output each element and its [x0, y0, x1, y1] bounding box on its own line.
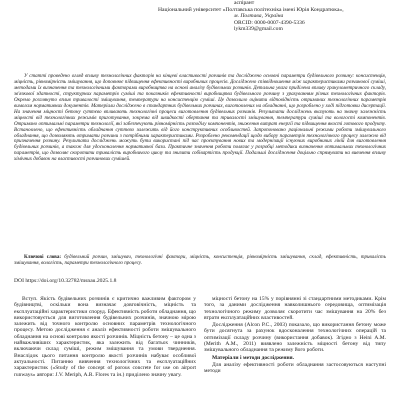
author-affiliation: Національний університет «Полтавська політехніка імені Юрія Кондратюка»,	[158, 6, 344, 13]
author-block	[158, 0, 384, 33]
body-paragraph: Для аналізу ефективності роботи обладнання застосовуються наступні методи	[204, 361, 386, 375]
author-role: аспірант	[234, 0, 255, 6]
author-email[interactable]: lykm339@gmail.com	[234, 26, 283, 33]
body-paragraph: міцності бетону на 15% у порівнянні зі стандартними методиками. Крім того, за даними дослідження навколишнього середовища, оптимізація технологічного режиму дозволяє скоротити час змішування на 20% без втрати експлуатаційних властивостей.	[204, 296, 386, 321]
body-column-left	[14, 296, 196, 379]
doi-link[interactable]: DOI https://doi.org/10.32782/msnau.2025.1.8	[14, 278, 117, 284]
body-column-right	[204, 296, 386, 376]
author-orcid[interactable]: ORCID: 0000-0007-4390-5336	[234, 19, 305, 26]
abstract-text: У статті проведено огляд впливу технологічних факторів на кінцеві властивості розчинів та досліджено основні параметри будівельного розчину: консистенція, міцність, рівномірність змішування, що доповнює підвищення ефективності виробничих процесів. Досліджено співвідношення між характеристиками розчинової суміші, методами їх визначення та технологічними факторами виробництва на основі аналізу будівельних розчинів. Детальна увага приділена впливу гранулометричного складу, зв'язкової здатності, структурних параметрів суміші та показників ефективності виробництва будівельного розчину з урахуванням різних технологічних факторів. Окремо розглянуто вплив тривалості змішування, температури на консистенцію суміші. Це дозволило оцінити відповідність отриманих технологічних параметрів вимогам нормативних документів. Матеріали досліджено в стандартних будівельних розчинах, виготовлених на обладнанні, що розроблено у ході підготовки дисертації. На значення міцності бетону суттєво впливають технологічні процеси виготовлення будівельних розчинів. Результати досліджень вказують на значну залежність міцності від технологічних режимів приготування, зокрема від швидкості обертання та тривалості змішування, температури суміші та вологості компонентів. Отримано оптимальні параметри технології, які забезпечують рівномірність розподілу компонентів, зниження витрат енергії та підвищення якості готового продукту. Встановлено, що ефективність обладнання суттєво залежить від його конструктивних особливостей. Запропоновано раціональні режими роботи змішувального обладнання, що дозволяють отримати розчини з потрібними характеристиками. Розроблено рекомендації щодо вибору параметрів технологічного процесу залежно від призначення розчину. Результати досліджень можуть бути використані під час проєктування нових та модернізації існуючих виробничих ліній для виготовлення будівельних розчинів, а також для удосконалення нормативної бази. Практичне значення роботи полягає у розробці методики визначення оптимальних технологічних параметрів, що дозволяє скоротити тривалість виробничого циклу та знизити собівартість продукції. Подальші дослідження доцільно спрямувати на вивчення впливу хімічних добавок на властивості розчинових сумішей.	[14, 73, 386, 163]
abstract	[14, 74, 386, 163]
keywords-text: будівельний розчин, змішувач, технологічні фактори, міцність, консистенція, рівномірність змішування, склад, ефективність, тривалість змішування, вологість, параметри технологічного процесу.	[14, 254, 386, 266]
author-city: м. Полтава, Україна	[234, 13, 284, 20]
keywords-label: Ключові слова:	[24, 254, 62, 260]
keywords	[14, 255, 386, 267]
section-heading: Матеріали і методи дослідження.	[212, 354, 295, 361]
body-paragraph: Дослідження (Alcon P.C., 2003) показало, що використання бетону може бути досягнута за рахунок вдосконалення технологічних операцій та оптимізації складу розчину (використання добавок). Згідно з Heini A.M. (Merith A.M., 2011) виявлено залежність міцності бетону від типу змішувального обладнання та режиму його роботи.	[204, 322, 386, 354]
body-paragraph: Вступ. Якість будівельних розчинів є критично важливим фактором у будівництві, оскільки вона визначає довговічність, міцність та експлуатаційні характеристики споруд. Ефективність роботи обладнання, що використовується для виготовлення будівельних розчинів, значною мірою залежить від точного контролю основних параметрів технологічного процесу. Метою дослідження є аналіз ефективності роботи змішувального обладнання на основі контролю якості розчинів. Міцність бетону – це одна з найважливіших характеристик, яка залежить від багатьох чинників, включаючи склад суміші, режим змішування та умови тверднення. Внаслідок цього питання контролю якості розчинів набуває особливої актуальності. Питанню вивчення технологічних та експлуатаційних характеристик («Study of the concept of porous concrete for use on airport runways» автори: J.V. Meriph, A.R. Flores та ін.) приділено значну увагу.	[14, 296, 196, 378]
